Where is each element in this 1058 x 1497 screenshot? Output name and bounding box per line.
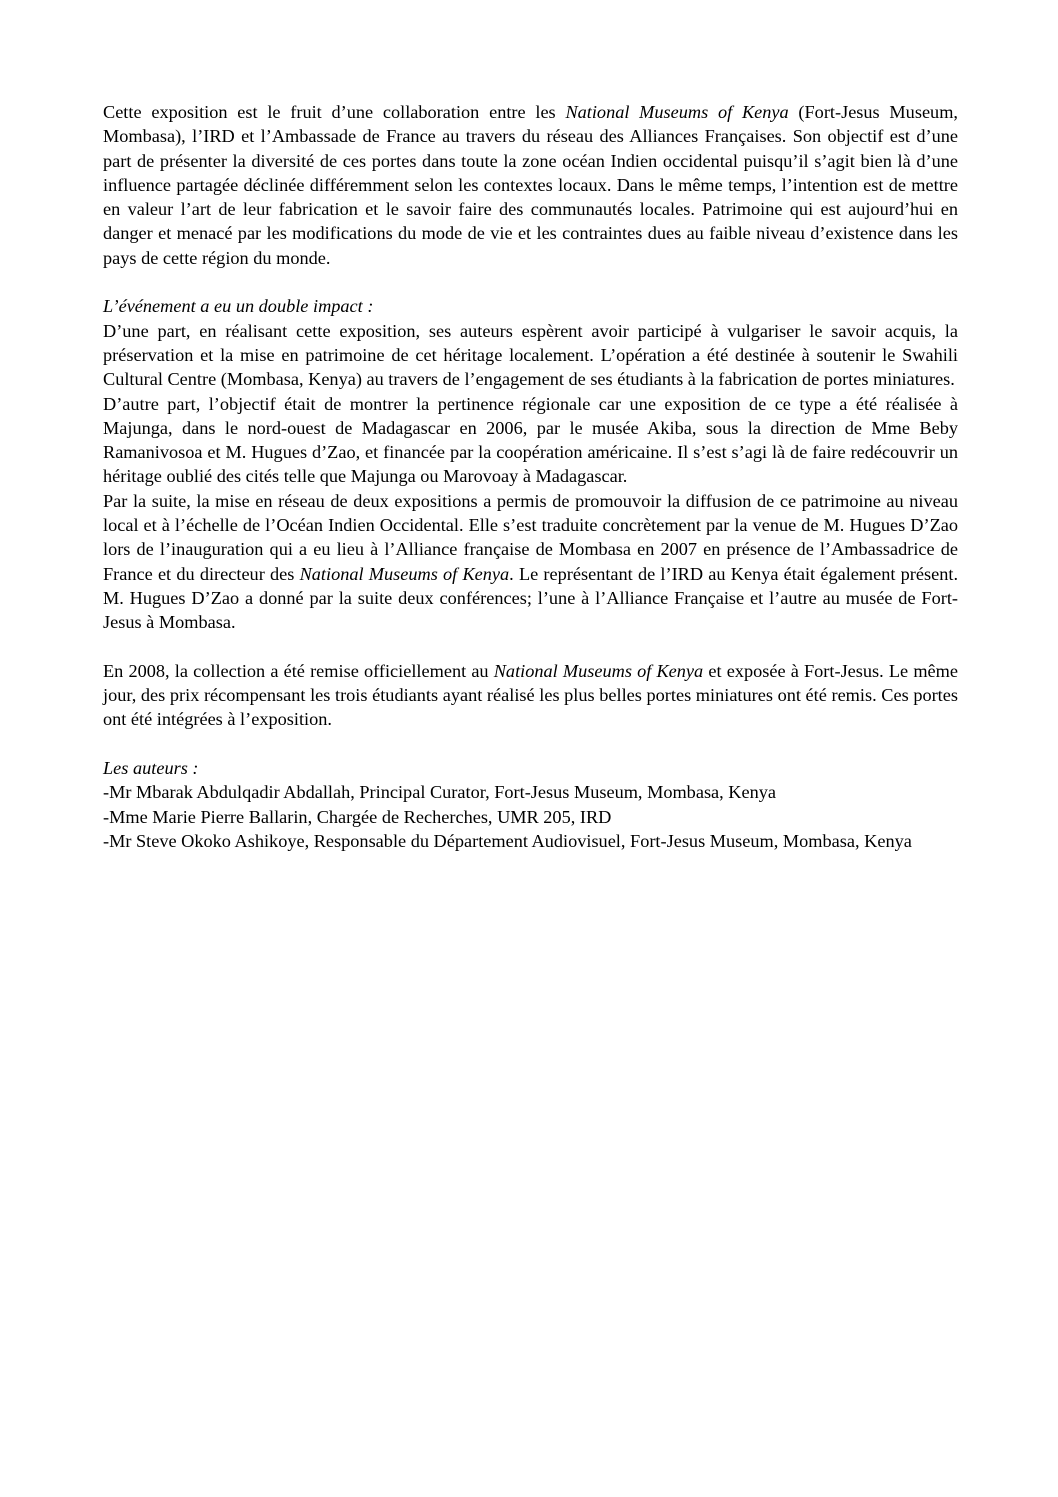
handover-paragraph — [103, 659, 958, 732]
authors-heading: Les auteurs : — [103, 758, 199, 779]
impact-heading: L’événement a eu un double impact : — [103, 296, 374, 317]
handover-text-1: En 2008, la collection a été remise officiellement au — [103, 660, 494, 681]
author-item: -Mr Mbarak Abdulqadir Abdallah, Principal Curator, Fort-Jesus Museum, Mombasa, Kenya — [103, 782, 777, 803]
author-item: -Mme Marie Pierre Ballarin, Chargée de Recherches, UMR 205, IRD — [103, 806, 612, 827]
impact-paragraph-2 — [103, 392, 958, 489]
intro-text-2: (Fort-Jesus Museum, Mombasa), l’IRD et l’Ambassade de France au travers du réseau des Alliances Françaises. Son objectif est d’une part de présenter la diversité de ces portes dans toute la zone océan Indien occidental puisqu’il s’agit bien là d’une influence partagée déclinée différemment selon les contextes locaux. Dans le même temps, l’intention est de mettre en valeur l’art de leur fabrication et le savoir faire des communautés locales. Patrimoine qui est aujourd’hui en danger et menacé par les modifications du mode de vie et les contraintes dues au faible niveau d’existence dans les pays de cette région du monde. — [103, 102, 958, 268]
author-item: -Mr Steve Okoko Ashikoye, Responsable du Département Audiovisuel, Fort-Jesus Museum, Mombasa, Kenya — [103, 830, 912, 851]
impact-paragraph-3 — [103, 489, 958, 635]
impact-p3-text-2: . Le représentant de l’IRD au Kenya était également présent. M. Hugues D’Zao a donné par la suite deux conférences; l’une à l’Alliance Française et l’autre au musée de Fort-Jesus à Mombasa. — [103, 563, 959, 633]
impact-p3-institution-name: National Museums of Kenya — [299, 563, 510, 584]
intro-institution-name: National Museums of Kenya — [565, 102, 789, 122]
impact-p2-text: D’autre part, l’objectif était de montrer la pertinence régionale car une exposition de ce type a été réalisée à Majunga, dans le nord-ouest de Madagascar en 2006, par le musée Akiba, sous la direction de Mme Beby Ramanivosoa et M. Hugues d’Zao, et financée par la coopération américaine. Il s’est s’agi là de faire redécouvrir un héritage oublié des cités telle que Majunga ou Marovoay à Madagascar. — [103, 393, 958, 487]
paragraph-gap — [103, 635, 958, 659]
impact-p1-text: D’une part, en réalisant cette exposition, ses auteurs espèrent avoir participé à vulgariser le savoir acquis, la préservation et la mise en patrimoine de cet héritage localement. L’opération a été destinée à soutenir le Swahili Cultural Centre (Mombasa, Kenya) au travers de l’engagement de ses étudiants à la fabrication de portes miniatures. — [103, 320, 958, 390]
impact-p3-text-1: Par la suite, la mise en réseau de deux expositions a permis de promouvoir la diffusion de ce patrimoine au niveau local et à l’échelle de l’Océan Indien Occidental. Elle s’est traduite concrètement par la venue de M. Hugues D’Zao lors de l’inauguration qui a eu lieu à l’Alliance française de Mombasa en 2007 en présence de l’Ambassadrice de France et du directeur des — [103, 490, 958, 584]
handover-text-2: et exposée à Fort-Jesus. Le même jour, des prix récompensant les trois étudiants ayant réalisé les plus belles portes miniatures ont été remis. Ces portes ont été intégrées à l’exposition. — [103, 660, 958, 730]
impact-paragraph-1 — [103, 319, 958, 392]
document-body — [103, 100, 958, 853]
intro-paragraph — [103, 100, 958, 270]
handover-institution-name: National Museums of Kenya — [493, 660, 704, 681]
paragraph-gap — [103, 270, 958, 294]
intro-text-1: Cette exposition est le fruit d’une collaboration entre les — [103, 102, 566, 122]
paragraph-gap — [103, 732, 958, 756]
